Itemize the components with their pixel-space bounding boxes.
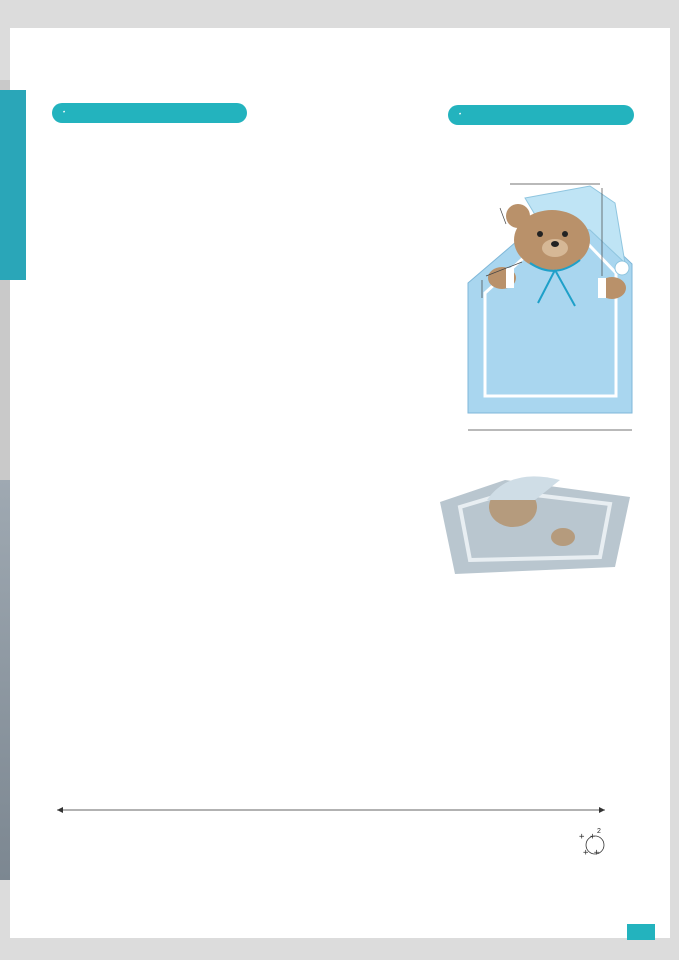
chart-width-arrow-right [599, 807, 605, 813]
svg-text:+ +: + + [583, 848, 600, 858]
chart-width-arrow-left [57, 807, 63, 813]
bear-nose [551, 241, 559, 247]
crochet-chart [45, 605, 650, 858]
left-edge-accent [0, 90, 26, 280]
pattern-diagram [440, 168, 670, 458]
hat-pompom [615, 261, 629, 275]
page-number [627, 924, 655, 940]
photo-bear-paw [551, 528, 575, 546]
bear-eye-left [537, 231, 543, 237]
bear-cuff-left [506, 268, 514, 288]
dim-line-ear [500, 208, 506, 224]
section-header-cabeza: · [52, 103, 247, 123]
product-photo [425, 462, 640, 580]
bear-cuff-right [598, 278, 606, 298]
svg-text:+ +: + + [579, 832, 596, 842]
bear-eye-right [562, 231, 568, 237]
section-header-molde: · [448, 105, 634, 125]
magic-ring-number: 2 [597, 828, 601, 835]
